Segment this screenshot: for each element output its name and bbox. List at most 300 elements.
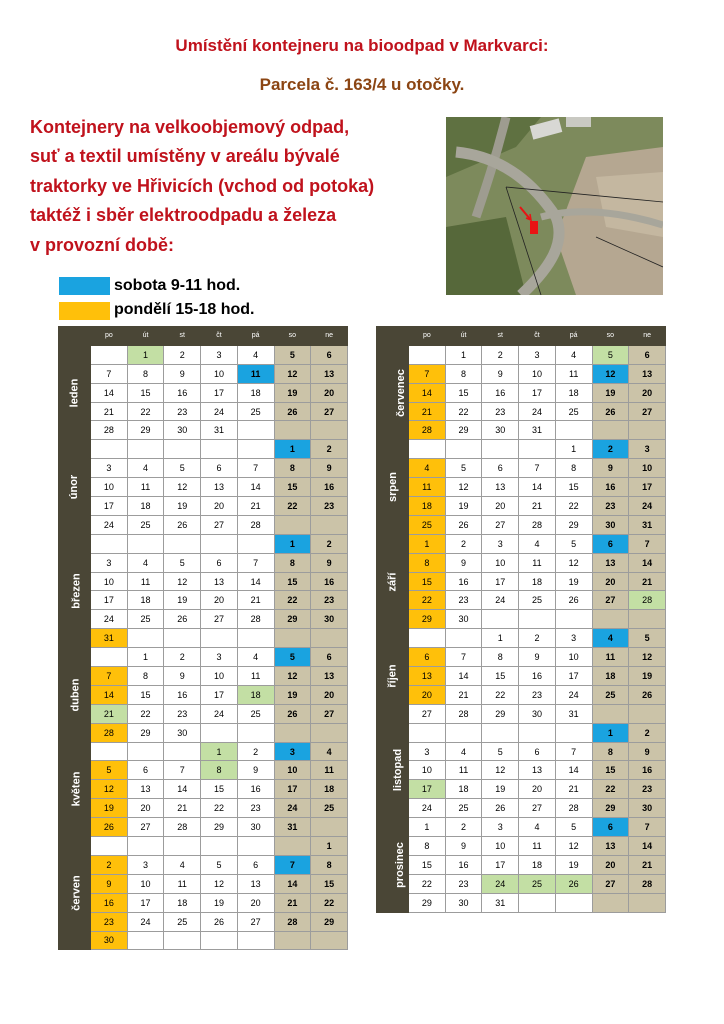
empty-day-cell xyxy=(237,837,274,856)
day-cell: 23 xyxy=(164,402,201,421)
day-cell: 16 xyxy=(482,383,519,402)
day-cell: 3 xyxy=(127,855,164,874)
empty-day-cell xyxy=(127,629,164,648)
day-cell: 19 xyxy=(201,893,238,912)
day-cell: 17 xyxy=(409,780,446,799)
day-cell: 7 xyxy=(629,818,666,837)
empty-day-cell xyxy=(201,723,238,742)
calendar-week-row xyxy=(377,742,666,761)
day-cell: 16 xyxy=(164,383,201,402)
day-cell: 7 xyxy=(555,742,592,761)
day-cell: 9 xyxy=(91,874,128,893)
day-cell: 28 xyxy=(237,610,274,629)
day-cell: 20 xyxy=(201,497,238,516)
calendar-week-row xyxy=(377,383,666,402)
day-cell: 5 xyxy=(274,345,311,364)
day-cell: 9 xyxy=(237,761,274,780)
day-cell: 9 xyxy=(311,459,348,478)
day-cell: 12 xyxy=(91,780,128,799)
day-cell: 13 xyxy=(409,667,446,686)
empty-day-cell xyxy=(237,534,274,553)
calendar-week-row xyxy=(377,667,666,686)
day-cell: 20 xyxy=(127,799,164,818)
calendar-week-row xyxy=(59,402,348,421)
day-cell: 24 xyxy=(555,685,592,704)
day-cell: 23 xyxy=(237,799,274,818)
month-name: duben xyxy=(69,678,82,712)
day-cell: 3 xyxy=(555,629,592,648)
day-cell: 17 xyxy=(91,591,128,610)
day-cell: 16 xyxy=(445,855,482,874)
day-cell: 18 xyxy=(409,497,446,516)
day-cell: 13 xyxy=(482,478,519,497)
day-cell: 17 xyxy=(519,383,556,402)
calendar-week-row xyxy=(59,667,348,686)
day-cell: 1 xyxy=(127,648,164,667)
day-cell: 23 xyxy=(311,497,348,516)
day-cell: 12 xyxy=(555,553,592,572)
day-cell: 29 xyxy=(127,723,164,742)
day-cell: 27 xyxy=(592,591,629,610)
empty-day-cell xyxy=(519,893,556,912)
empty-day-cell xyxy=(164,440,201,459)
day-cell: 10 xyxy=(482,837,519,856)
empty-day-cell xyxy=(237,440,274,459)
empty-day-cell xyxy=(201,837,238,856)
day-cell: 12 xyxy=(629,648,666,667)
empty-day-cell xyxy=(201,534,238,553)
day-cell: 30 xyxy=(164,723,201,742)
day-cell: 21 xyxy=(237,497,274,516)
day-cell: 9 xyxy=(311,553,348,572)
empty-day-cell xyxy=(519,440,556,459)
calendar-week-row xyxy=(59,912,348,931)
day-cell: 28 xyxy=(237,515,274,534)
day-cell: 7 xyxy=(274,855,311,874)
empty-day-cell xyxy=(555,723,592,742)
day-cell: 21 xyxy=(555,780,592,799)
day-cell: 29 xyxy=(445,421,482,440)
day-cell: 21 xyxy=(409,402,446,421)
day-cell: 25 xyxy=(592,685,629,704)
empty-day-cell xyxy=(629,704,666,723)
calendar-table-right xyxy=(376,326,666,913)
weekday-header-row xyxy=(377,327,666,346)
day-cell: 19 xyxy=(274,383,311,402)
day-cell: 16 xyxy=(592,478,629,497)
weekday-header: čt xyxy=(201,327,238,346)
day-cell: 11 xyxy=(311,761,348,780)
day-cell: 16 xyxy=(311,572,348,591)
day-cell: 8 xyxy=(311,855,348,874)
day-cell: 28 xyxy=(274,912,311,931)
calendar-week-row xyxy=(59,440,348,459)
empty-day-cell xyxy=(482,723,519,742)
day-cell: 7 xyxy=(164,761,201,780)
empty-day-cell xyxy=(409,345,446,364)
day-cell: 25 xyxy=(555,402,592,421)
calendar-week-row xyxy=(59,685,348,704)
day-cell: 19 xyxy=(629,667,666,686)
day-cell: 20 xyxy=(311,383,348,402)
day-cell: 7 xyxy=(91,667,128,686)
legend-swatch-monday xyxy=(59,302,110,320)
day-cell: 28 xyxy=(409,421,446,440)
day-cell: 8 xyxy=(409,553,446,572)
day-cell: 27 xyxy=(311,704,348,723)
day-cell: 27 xyxy=(482,515,519,534)
empty-day-cell xyxy=(237,931,274,950)
calendar-week-row xyxy=(59,855,348,874)
day-cell: 28 xyxy=(555,799,592,818)
day-cell: 9 xyxy=(164,667,201,686)
calendar-week-row xyxy=(377,874,666,893)
day-cell: 11 xyxy=(519,837,556,856)
day-cell: 3 xyxy=(519,345,556,364)
calendar-week-row xyxy=(377,761,666,780)
day-cell: 28 xyxy=(519,515,556,534)
calendar-week-row xyxy=(377,497,666,516)
calendar-week-row xyxy=(59,345,348,364)
day-cell: 21 xyxy=(91,402,128,421)
weekday-header: po xyxy=(409,327,446,346)
day-cell: 8 xyxy=(127,364,164,383)
empty-day-cell xyxy=(164,931,201,950)
day-cell: 4 xyxy=(127,553,164,572)
calendar-week-row xyxy=(59,723,348,742)
day-cell: 12 xyxy=(164,572,201,591)
calendar-week-row xyxy=(377,685,666,704)
day-cell: 2 xyxy=(164,648,201,667)
empty-day-cell xyxy=(592,893,629,912)
day-cell: 16 xyxy=(519,667,556,686)
empty-day-cell xyxy=(555,610,592,629)
empty-day-cell xyxy=(274,837,311,856)
day-cell: 28 xyxy=(629,874,666,893)
day-cell: 18 xyxy=(237,383,274,402)
day-cell: 11 xyxy=(127,478,164,497)
day-cell: 11 xyxy=(409,478,446,497)
day-cell: 26 xyxy=(164,515,201,534)
day-cell: 30 xyxy=(519,704,556,723)
empty-day-cell xyxy=(311,931,348,950)
day-cell: 23 xyxy=(519,685,556,704)
month-label xyxy=(377,818,409,912)
day-cell: 30 xyxy=(445,610,482,629)
day-cell: 25 xyxy=(311,799,348,818)
legend-label-monday: pondělí 15-18 hod. xyxy=(114,301,255,318)
day-cell: 12 xyxy=(164,478,201,497)
empty-day-cell xyxy=(127,837,164,856)
day-cell: 12 xyxy=(482,761,519,780)
day-cell: 22 xyxy=(445,402,482,421)
day-cell: 19 xyxy=(274,685,311,704)
day-cell: 2 xyxy=(592,440,629,459)
day-cell: 30 xyxy=(237,818,274,837)
day-cell: 16 xyxy=(164,685,201,704)
day-cell: 22 xyxy=(201,799,238,818)
day-cell: 28 xyxy=(91,723,128,742)
day-cell: 23 xyxy=(482,402,519,421)
month-name: květen xyxy=(70,771,83,807)
month-label xyxy=(377,345,409,439)
day-cell: 23 xyxy=(311,591,348,610)
empty-day-cell xyxy=(555,893,592,912)
day-cell: 5 xyxy=(629,629,666,648)
day-cell: 30 xyxy=(482,421,519,440)
day-cell: 14 xyxy=(409,383,446,402)
day-cell: 22 xyxy=(555,497,592,516)
calendar-week-row xyxy=(59,742,348,761)
day-cell: 15 xyxy=(201,780,238,799)
day-cell: 19 xyxy=(555,572,592,591)
day-cell: 17 xyxy=(555,667,592,686)
calendar-week-row xyxy=(377,515,666,534)
empty-day-cell xyxy=(164,629,201,648)
day-cell: 22 xyxy=(409,874,446,893)
day-cell: 12 xyxy=(201,874,238,893)
day-cell: 14 xyxy=(629,553,666,572)
day-cell: 14 xyxy=(91,383,128,402)
calendar-week-row xyxy=(377,855,666,874)
day-cell: 16 xyxy=(237,780,274,799)
day-cell: 4 xyxy=(592,629,629,648)
day-cell: 6 xyxy=(592,534,629,553)
month-label xyxy=(59,345,91,439)
calendar-week-row xyxy=(59,572,348,591)
day-cell: 20 xyxy=(237,893,274,912)
day-cell: 7 xyxy=(237,553,274,572)
day-cell: 2 xyxy=(91,855,128,874)
empty-day-cell xyxy=(482,610,519,629)
day-cell: 20 xyxy=(409,685,446,704)
month-label xyxy=(59,440,91,534)
day-cell: 30 xyxy=(629,799,666,818)
day-cell: 2 xyxy=(311,534,348,553)
info-text xyxy=(30,113,440,260)
calendar-week-row xyxy=(377,345,666,364)
empty-day-cell xyxy=(201,440,238,459)
day-cell: 28 xyxy=(164,818,201,837)
day-cell: 8 xyxy=(445,364,482,383)
empty-day-cell xyxy=(237,421,274,440)
day-cell: 30 xyxy=(445,893,482,912)
month-label xyxy=(377,534,409,628)
day-cell: 10 xyxy=(201,667,238,686)
calendar-week-row xyxy=(377,629,666,648)
day-cell: 21 xyxy=(164,799,201,818)
empty-day-cell xyxy=(127,440,164,459)
info-line: traktorky ve Hřivicích (vchod od potoka) xyxy=(30,175,375,196)
day-cell: 25 xyxy=(445,799,482,818)
day-cell: 3 xyxy=(482,534,519,553)
day-cell: 7 xyxy=(445,648,482,667)
calendar-week-row xyxy=(59,610,348,629)
day-cell: 24 xyxy=(409,799,446,818)
day-cell: 13 xyxy=(592,553,629,572)
empty-day-cell xyxy=(91,534,128,553)
day-cell: 2 xyxy=(519,629,556,648)
day-cell: 22 xyxy=(274,591,311,610)
day-cell: 27 xyxy=(201,610,238,629)
day-cell: 17 xyxy=(482,855,519,874)
day-cell: 15 xyxy=(274,478,311,497)
weekday-header: so xyxy=(592,327,629,346)
empty-day-cell xyxy=(164,837,201,856)
day-cell: 27 xyxy=(592,874,629,893)
day-cell: 4 xyxy=(311,742,348,761)
day-cell: 29 xyxy=(592,799,629,818)
day-cell: 15 xyxy=(592,761,629,780)
day-cell: 5 xyxy=(555,818,592,837)
day-cell: 30 xyxy=(164,421,201,440)
day-cell: 21 xyxy=(237,591,274,610)
month-name: březen xyxy=(70,573,83,609)
day-cell: 5 xyxy=(592,345,629,364)
day-cell: 14 xyxy=(445,667,482,686)
day-cell: 8 xyxy=(555,459,592,478)
day-cell: 15 xyxy=(127,685,164,704)
day-cell: 1 xyxy=(127,345,164,364)
calendar-week-row xyxy=(377,402,666,421)
month-name: říjen xyxy=(386,664,399,688)
day-cell: 5 xyxy=(164,553,201,572)
calendar-week-row xyxy=(59,761,348,780)
day-cell: 11 xyxy=(519,553,556,572)
calendar-week-row xyxy=(59,648,348,667)
empty-day-cell xyxy=(91,742,128,761)
empty-day-cell xyxy=(201,629,238,648)
day-cell: 13 xyxy=(311,667,348,686)
month-label xyxy=(377,723,409,817)
day-cell: 7 xyxy=(629,534,666,553)
empty-day-cell xyxy=(127,931,164,950)
day-cell: 9 xyxy=(445,837,482,856)
empty-day-cell xyxy=(311,723,348,742)
day-cell: 24 xyxy=(482,591,519,610)
day-cell: 20 xyxy=(311,685,348,704)
day-cell: 2 xyxy=(629,723,666,742)
day-cell: 24 xyxy=(91,515,128,534)
month-label xyxy=(377,440,409,534)
month-label xyxy=(377,629,409,723)
day-cell: 16 xyxy=(629,761,666,780)
day-cell: 6 xyxy=(311,648,348,667)
month-label xyxy=(59,837,91,950)
empty-day-cell xyxy=(164,534,201,553)
day-cell: 16 xyxy=(445,572,482,591)
day-cell: 31 xyxy=(201,421,238,440)
weekday-header: pá xyxy=(555,327,592,346)
day-cell: 22 xyxy=(274,497,311,516)
month-name: září xyxy=(386,572,399,591)
day-cell: 31 xyxy=(91,629,128,648)
empty-day-cell xyxy=(274,421,311,440)
calendar-week-row xyxy=(59,780,348,799)
day-cell: 14 xyxy=(519,478,556,497)
day-cell: 4 xyxy=(127,459,164,478)
day-cell: 26 xyxy=(592,402,629,421)
calendar-week-row xyxy=(59,704,348,723)
day-cell: 26 xyxy=(629,685,666,704)
calendar-week-row xyxy=(377,364,666,383)
calendar-week-row xyxy=(377,723,666,742)
legend-swatch-saturday xyxy=(59,277,110,295)
day-cell: 16 xyxy=(91,893,128,912)
day-cell: 11 xyxy=(237,667,274,686)
day-cell: 17 xyxy=(629,478,666,497)
day-cell: 31 xyxy=(555,704,592,723)
day-cell: 21 xyxy=(274,893,311,912)
day-cell: 17 xyxy=(127,893,164,912)
day-cell: 4 xyxy=(237,345,274,364)
day-cell: 29 xyxy=(482,704,519,723)
day-cell: 21 xyxy=(91,704,128,723)
empty-day-cell xyxy=(274,629,311,648)
day-cell: 29 xyxy=(311,912,348,931)
calendar-week-row xyxy=(59,837,348,856)
day-cell: 29 xyxy=(409,893,446,912)
weekday-header: čt xyxy=(519,327,556,346)
empty-day-cell xyxy=(592,421,629,440)
day-cell: 15 xyxy=(274,572,311,591)
day-cell: 13 xyxy=(629,364,666,383)
day-cell: 27 xyxy=(629,402,666,421)
day-cell: 23 xyxy=(164,704,201,723)
day-cell: 13 xyxy=(127,780,164,799)
calendar-week-row xyxy=(377,591,666,610)
day-cell: 10 xyxy=(91,572,128,591)
calendar-week-row xyxy=(59,421,348,440)
info-line: taktéž i sběr elektroodpadu a železa xyxy=(30,205,337,226)
day-cell: 28 xyxy=(445,704,482,723)
day-cell: 30 xyxy=(592,515,629,534)
calendar-week-row xyxy=(59,799,348,818)
empty-day-cell xyxy=(629,610,666,629)
day-cell: 10 xyxy=(519,364,556,383)
day-cell: 9 xyxy=(629,742,666,761)
day-cell: 3 xyxy=(91,459,128,478)
month-name: listopad xyxy=(392,749,405,792)
calendar-week-row xyxy=(59,364,348,383)
weekday-header: ne xyxy=(629,327,666,346)
day-cell: 23 xyxy=(629,780,666,799)
header-corner xyxy=(59,327,91,346)
aerial-map-drawing xyxy=(446,117,663,295)
day-cell: 29 xyxy=(555,515,592,534)
weekday-header: st xyxy=(482,327,519,346)
day-cell: 20 xyxy=(201,591,238,610)
day-cell: 3 xyxy=(274,742,311,761)
day-cell: 13 xyxy=(519,761,556,780)
day-cell: 27 xyxy=(519,799,556,818)
calendar-week-row xyxy=(377,893,666,912)
day-cell: 9 xyxy=(519,648,556,667)
calendar-week-row xyxy=(59,874,348,893)
day-cell: 24 xyxy=(127,912,164,931)
day-cell: 20 xyxy=(592,572,629,591)
day-cell: 26 xyxy=(555,874,592,893)
day-cell: 6 xyxy=(237,855,274,874)
month-name: srpen xyxy=(386,472,399,503)
day-cell: 12 xyxy=(445,478,482,497)
day-cell: 7 xyxy=(237,459,274,478)
day-cell: 17 xyxy=(91,497,128,516)
day-cell: 8 xyxy=(592,742,629,761)
day-cell: 15 xyxy=(482,667,519,686)
empty-day-cell xyxy=(555,421,592,440)
day-cell: 13 xyxy=(237,874,274,893)
